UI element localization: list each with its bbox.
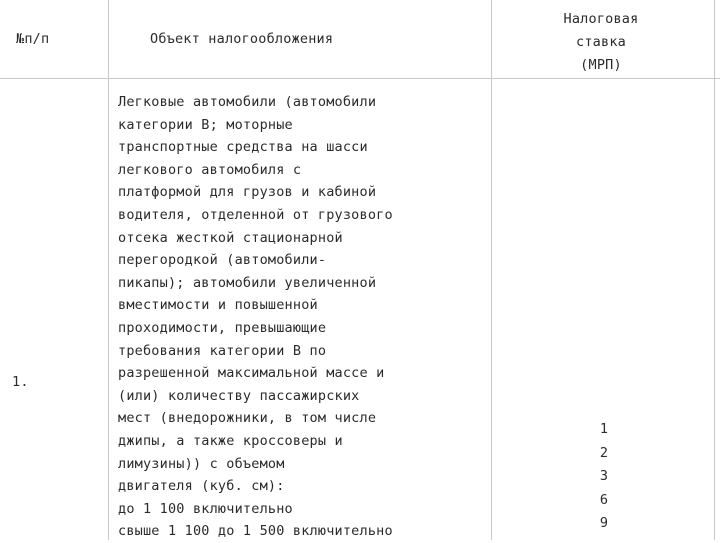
description-line: свыше 1 100 до 1 500 включительно (118, 523, 393, 540)
header-object: Объект налогообложения (150, 31, 334, 47)
description-line: разрешенной максимальной массе и (118, 365, 385, 382)
header-number: №п/п (16, 31, 50, 47)
description-line: перегородкой (автомобили- (118, 252, 327, 269)
description-line: требования категории В по (118, 342, 327, 359)
description-line: до 1 100 включительно (118, 500, 293, 517)
rate-value: 1 (599, 421, 609, 437)
description-line: легкового автомобиля с (118, 161, 302, 178)
description-line: мест (внедорожники, в том числе (118, 410, 377, 427)
description-line: пикапы); автомобили увеличенной (118, 274, 377, 291)
rate-value: 6 (599, 491, 609, 508)
description-line: категории В; моторные (118, 116, 293, 133)
header-rate (508, 8, 694, 77)
description-line: лимузины)) с объемом (118, 455, 285, 472)
description-line: водителя, отделенной от грузового (118, 206, 393, 223)
row-description (118, 91, 492, 543)
description-line: Легковые автомобили (автомобили (118, 94, 377, 110)
header-rate-line: (МРП) (580, 57, 622, 73)
description-line: двигателя (куб. см): (118, 478, 285, 495)
column-divider (714, 0, 715, 540)
row-rates (592, 418, 616, 536)
column-divider (108, 0, 109, 540)
rate-value: 9 (599, 515, 609, 531)
description-line: отсека жесткой стационарной (118, 229, 343, 246)
rate-value: 2 (599, 444, 609, 461)
header-rate-line: ставка (576, 34, 626, 50)
description-line: (или) количеству пассажирских (118, 387, 360, 404)
description-line: джипы, а также кроссоверы и (118, 432, 343, 449)
description-line: вместимости и повышенной (118, 297, 318, 314)
header-rate-line: Налоговая (563, 11, 639, 27)
rate-value: 3 (599, 468, 609, 484)
description-line: транспортные средства на шасси (118, 139, 368, 156)
description-line: платформой для грузов и кабиной (118, 184, 377, 201)
header-divider (0, 78, 720, 79)
row-number: 1. (12, 374, 29, 390)
description-line: проходимости, превышающие (118, 319, 327, 336)
